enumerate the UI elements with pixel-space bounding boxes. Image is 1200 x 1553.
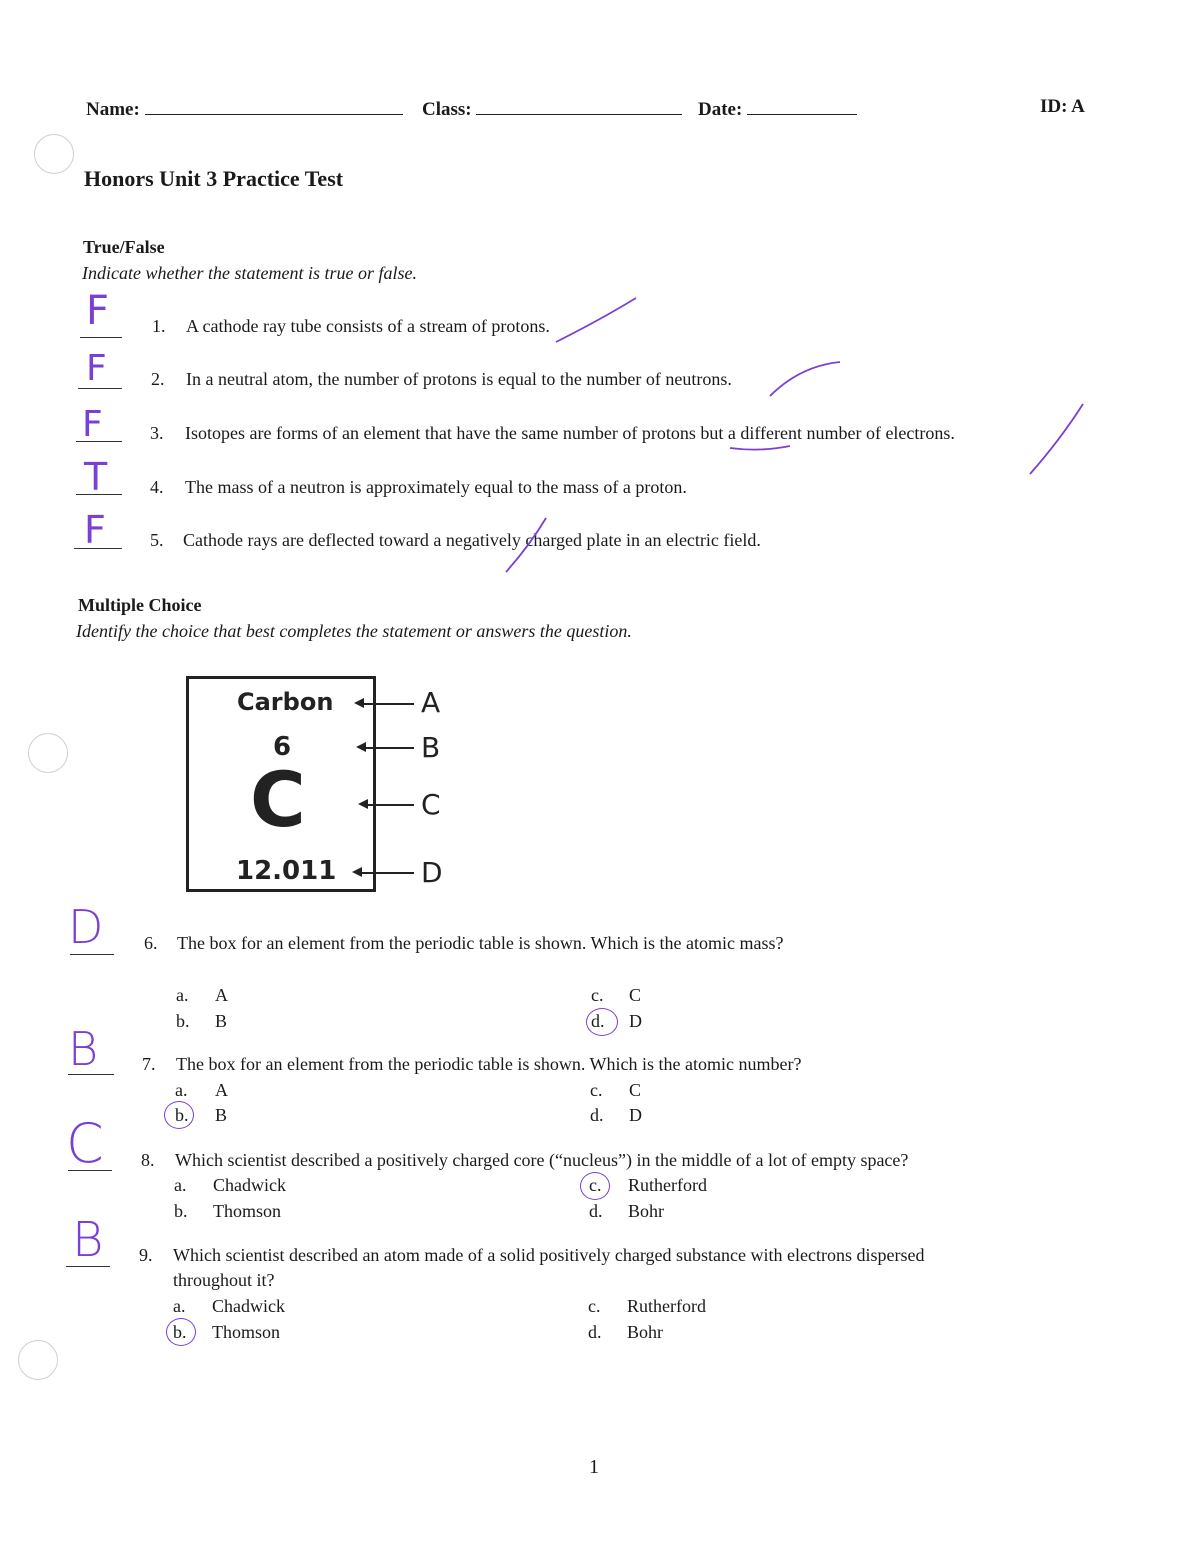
arrow-head xyxy=(358,799,368,809)
option-letter: a. xyxy=(174,1175,187,1195)
option-letter: c. xyxy=(589,1175,602,1195)
mc-instructions: Identify the choice that best completes the statement or answers the question. xyxy=(76,621,632,641)
question-text-line1: Which scientist described an atom made of a solid positively charged substance with electrons dispersed xyxy=(173,1245,925,1265)
id-label: ID: A xyxy=(1040,96,1085,117)
tf-instructions: Indicate whether the statement is true or false. xyxy=(82,263,417,283)
question-number: 2. xyxy=(151,369,165,389)
option-letter: d. xyxy=(590,1105,604,1125)
option-text[interactable]: B xyxy=(215,1105,228,1125)
option-text[interactable]: Bohr xyxy=(628,1201,664,1221)
question-text: The box for an element from the periodic table is shown. Which is the atomic mass? xyxy=(177,933,784,953)
option-letter: a. xyxy=(175,1080,188,1100)
question-number: 9. xyxy=(139,1245,153,1265)
option-text[interactable]: Chadwick xyxy=(212,1296,285,1316)
option-text[interactable]: D xyxy=(629,1011,642,1031)
question-text: The box for an element from the periodic table is shown. Which is the atomic number? xyxy=(176,1054,802,1074)
selected-circle xyxy=(586,1008,618,1036)
option-letter: d. xyxy=(591,1011,605,1031)
option-text[interactable]: Rutherford xyxy=(628,1175,707,1195)
arrow-head xyxy=(354,698,364,708)
option-letter: b. xyxy=(175,1105,189,1125)
arrow-line xyxy=(364,747,414,749)
element-symbol: C xyxy=(250,755,306,844)
question-text: A cathode ray tube consists of a stream of protons. xyxy=(186,316,550,336)
option-text[interactable]: Rutherford xyxy=(627,1296,706,1316)
option-letter: b. xyxy=(174,1201,188,1221)
name-label: Name: xyxy=(86,99,140,120)
selected-circle xyxy=(166,1318,196,1346)
arrow-line xyxy=(362,703,414,705)
date-label: Date: xyxy=(698,99,743,120)
arrow-line xyxy=(360,872,414,874)
option-text[interactable]: A xyxy=(215,985,228,1005)
handwritten-answer: F xyxy=(86,288,110,334)
mc-heading: Multiple Choice xyxy=(78,595,202,615)
element-name: Carbon xyxy=(237,688,334,716)
option-letter: c. xyxy=(588,1296,601,1316)
option-text[interactable]: Thomson xyxy=(213,1201,282,1221)
question-number: 7. xyxy=(142,1054,156,1074)
handwritten-answer: C xyxy=(66,1112,104,1175)
option-text[interactable]: A xyxy=(215,1080,228,1100)
binder-hole xyxy=(18,1340,58,1380)
handwritten-answer: F xyxy=(84,508,106,552)
question-text: In a neutral atom, the number of protons is equal to the number of neutrons. xyxy=(186,369,732,389)
question-text-line2: throughout it? xyxy=(173,1270,275,1290)
option-letter: a. xyxy=(176,985,189,1005)
element-number: 6 xyxy=(273,732,292,762)
question-number: 4. xyxy=(150,477,164,497)
question-number: 8. xyxy=(141,1150,155,1170)
option-text[interactable]: C xyxy=(629,985,642,1005)
option-text[interactable]: Bohr xyxy=(627,1322,663,1342)
option-letter: d. xyxy=(589,1201,603,1221)
label-a: A xyxy=(421,686,441,719)
option-text[interactable]: B xyxy=(215,1011,228,1031)
handwritten-answer: B xyxy=(72,1212,104,1268)
arrow-head xyxy=(356,742,366,752)
page-title: Honors Unit 3 Practice Test xyxy=(84,166,344,191)
element-mass: 12.011 xyxy=(236,856,337,886)
option-letter: d. xyxy=(588,1322,602,1342)
option-letter: c. xyxy=(591,985,604,1005)
label-b: B xyxy=(421,731,441,764)
selected-circle xyxy=(580,1172,610,1200)
label-c: C xyxy=(421,788,441,821)
option-letter: a. xyxy=(173,1296,186,1316)
question-text: The mass of a neutron is approximately equal to the mass of a proton. xyxy=(185,477,687,497)
binder-hole xyxy=(28,733,68,773)
arrow-head xyxy=(352,867,362,877)
option-letter: b. xyxy=(176,1011,190,1031)
question-number: 6. xyxy=(144,933,158,953)
selected-circle xyxy=(164,1101,194,1129)
option-letter: b. xyxy=(173,1322,187,1342)
handwritten-answer: F xyxy=(86,348,107,389)
question-number: 3. xyxy=(150,423,164,443)
option-letter: c. xyxy=(590,1080,603,1100)
handwritten-answer: B xyxy=(68,1022,99,1076)
handwritten-answer: D xyxy=(68,900,104,954)
tf-heading: True/False xyxy=(83,237,165,257)
question-number: 1. xyxy=(152,316,166,336)
question-text: Isotopes are forms of an element that have the same number of protons but a different number of electrons. xyxy=(185,423,955,443)
question-number: 5. xyxy=(150,530,164,550)
question-text: Which scientist described a positively charged core (“nucleus”) in the middle of a lot of empty space? xyxy=(175,1150,909,1170)
page-number: 1 xyxy=(589,1456,599,1478)
option-text[interactable]: Thomson xyxy=(212,1322,281,1342)
option-text[interactable]: C xyxy=(629,1080,642,1100)
option-text[interactable]: D xyxy=(629,1105,642,1125)
question-text: Cathode rays are deflected toward a negatively charged plate in an electric field. xyxy=(183,530,761,550)
arrow-line xyxy=(366,804,414,806)
handwritten-marks xyxy=(0,0,1200,600)
class-label: Class: xyxy=(422,99,472,120)
label-d: D xyxy=(421,856,443,889)
option-text[interactable]: Chadwick xyxy=(213,1175,286,1195)
handwritten-answer: F xyxy=(82,404,103,445)
answer-line xyxy=(70,954,114,955)
handwritten-answer: T xyxy=(84,455,108,499)
